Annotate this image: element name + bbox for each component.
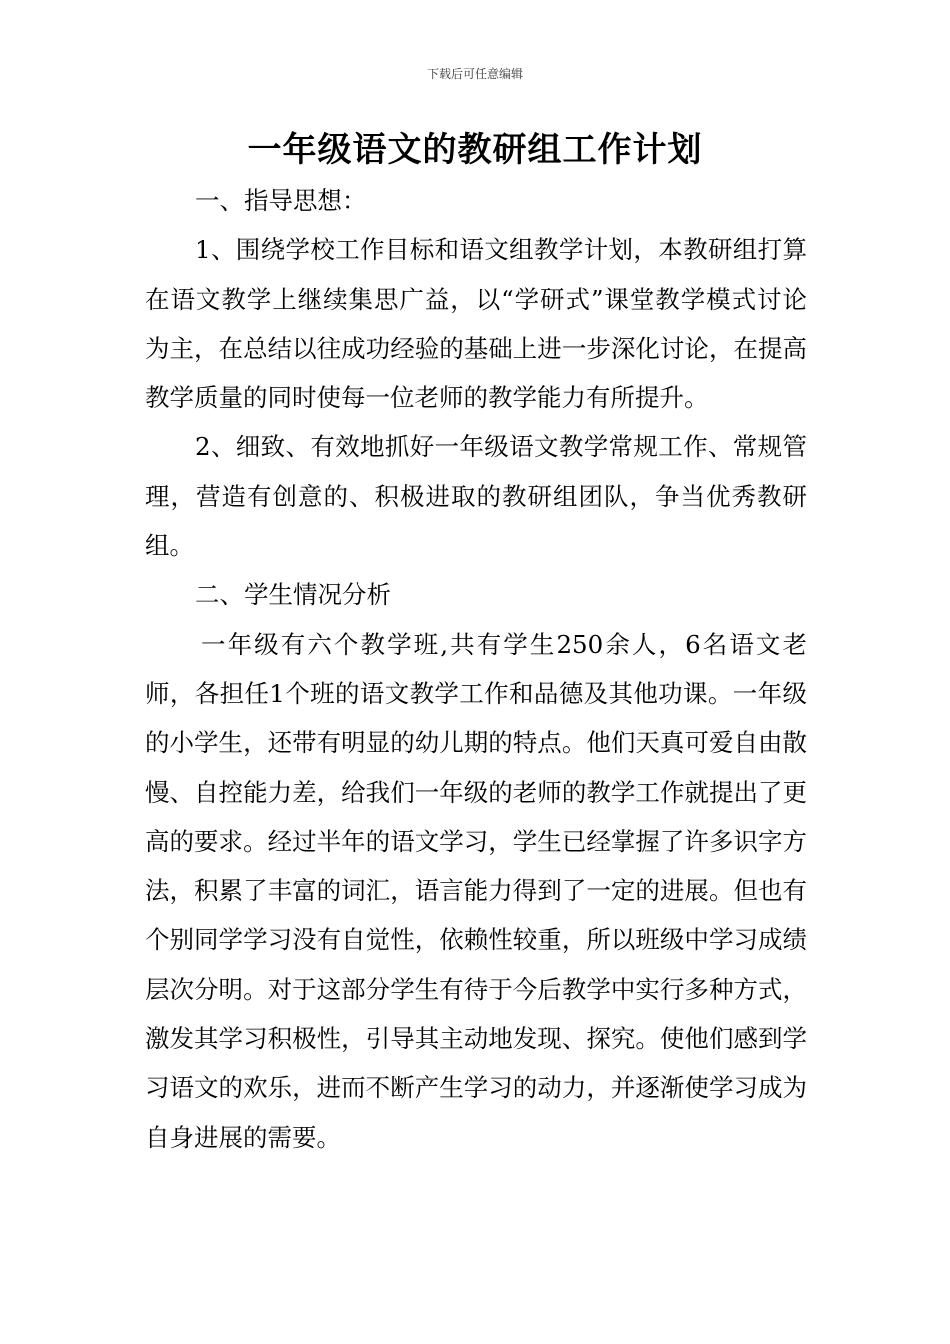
document-title: 一年级语文的教研组工作计划 bbox=[247, 130, 703, 170]
header-note: 下载后可任意编辑 bbox=[426, 67, 523, 81]
paragraph-student-analysis: 一年级有六个教学班,共有学生250余人，6名语文老师，各担任1个班的语文教学工作和品德及其他功课。一年级的小学生，还带有明显的幼儿期的特点。他们天真可爱自由散慢、自控能力差，给我们一年级的老师的教学工作就提出了更高的要求。经过半年的语文学习，学生已经掌握了许多识字方法，积累了丰富的词汇，语言能力得到了一定的进展。但也有个别同学学习没有自觉性，依赖性较重，所以班级中学习成绩层次分明。对于这部分学生有待于今后教学中实行多种方式，激发其学习积极性，引导其主动地发现、探究。使他们感到学习语文的欢乐，进而不断产生学习的动力，并逐渐使学习成为自身进展的需要。 bbox=[145, 629, 807, 1152]
document-body bbox=[145, 176, 807, 1162]
paragraph-guiding-2: 2、细致、有效地抓好一年级语文教学常规工作、常规管理，营造有创意的、积极进取的教研组团队，争当优秀教研组。 bbox=[145, 432, 807, 561]
section-heading-student-analysis: 二、学生情况分析 bbox=[195, 580, 391, 610]
paragraph-guiding-1: 1、围绕学校工作目标和语文组教学计划，本教研组打算在语文教学上继续集思广益，以“学研式”课堂教学模式讨论为主，在总结以往成功经验的基础上进一步深化讨论，在提高教学质量的同时使每一位老师的教学能力有所提升。 bbox=[145, 235, 807, 413]
section-heading-guiding-thoughts: 一、指导思想： bbox=[195, 186, 367, 215]
